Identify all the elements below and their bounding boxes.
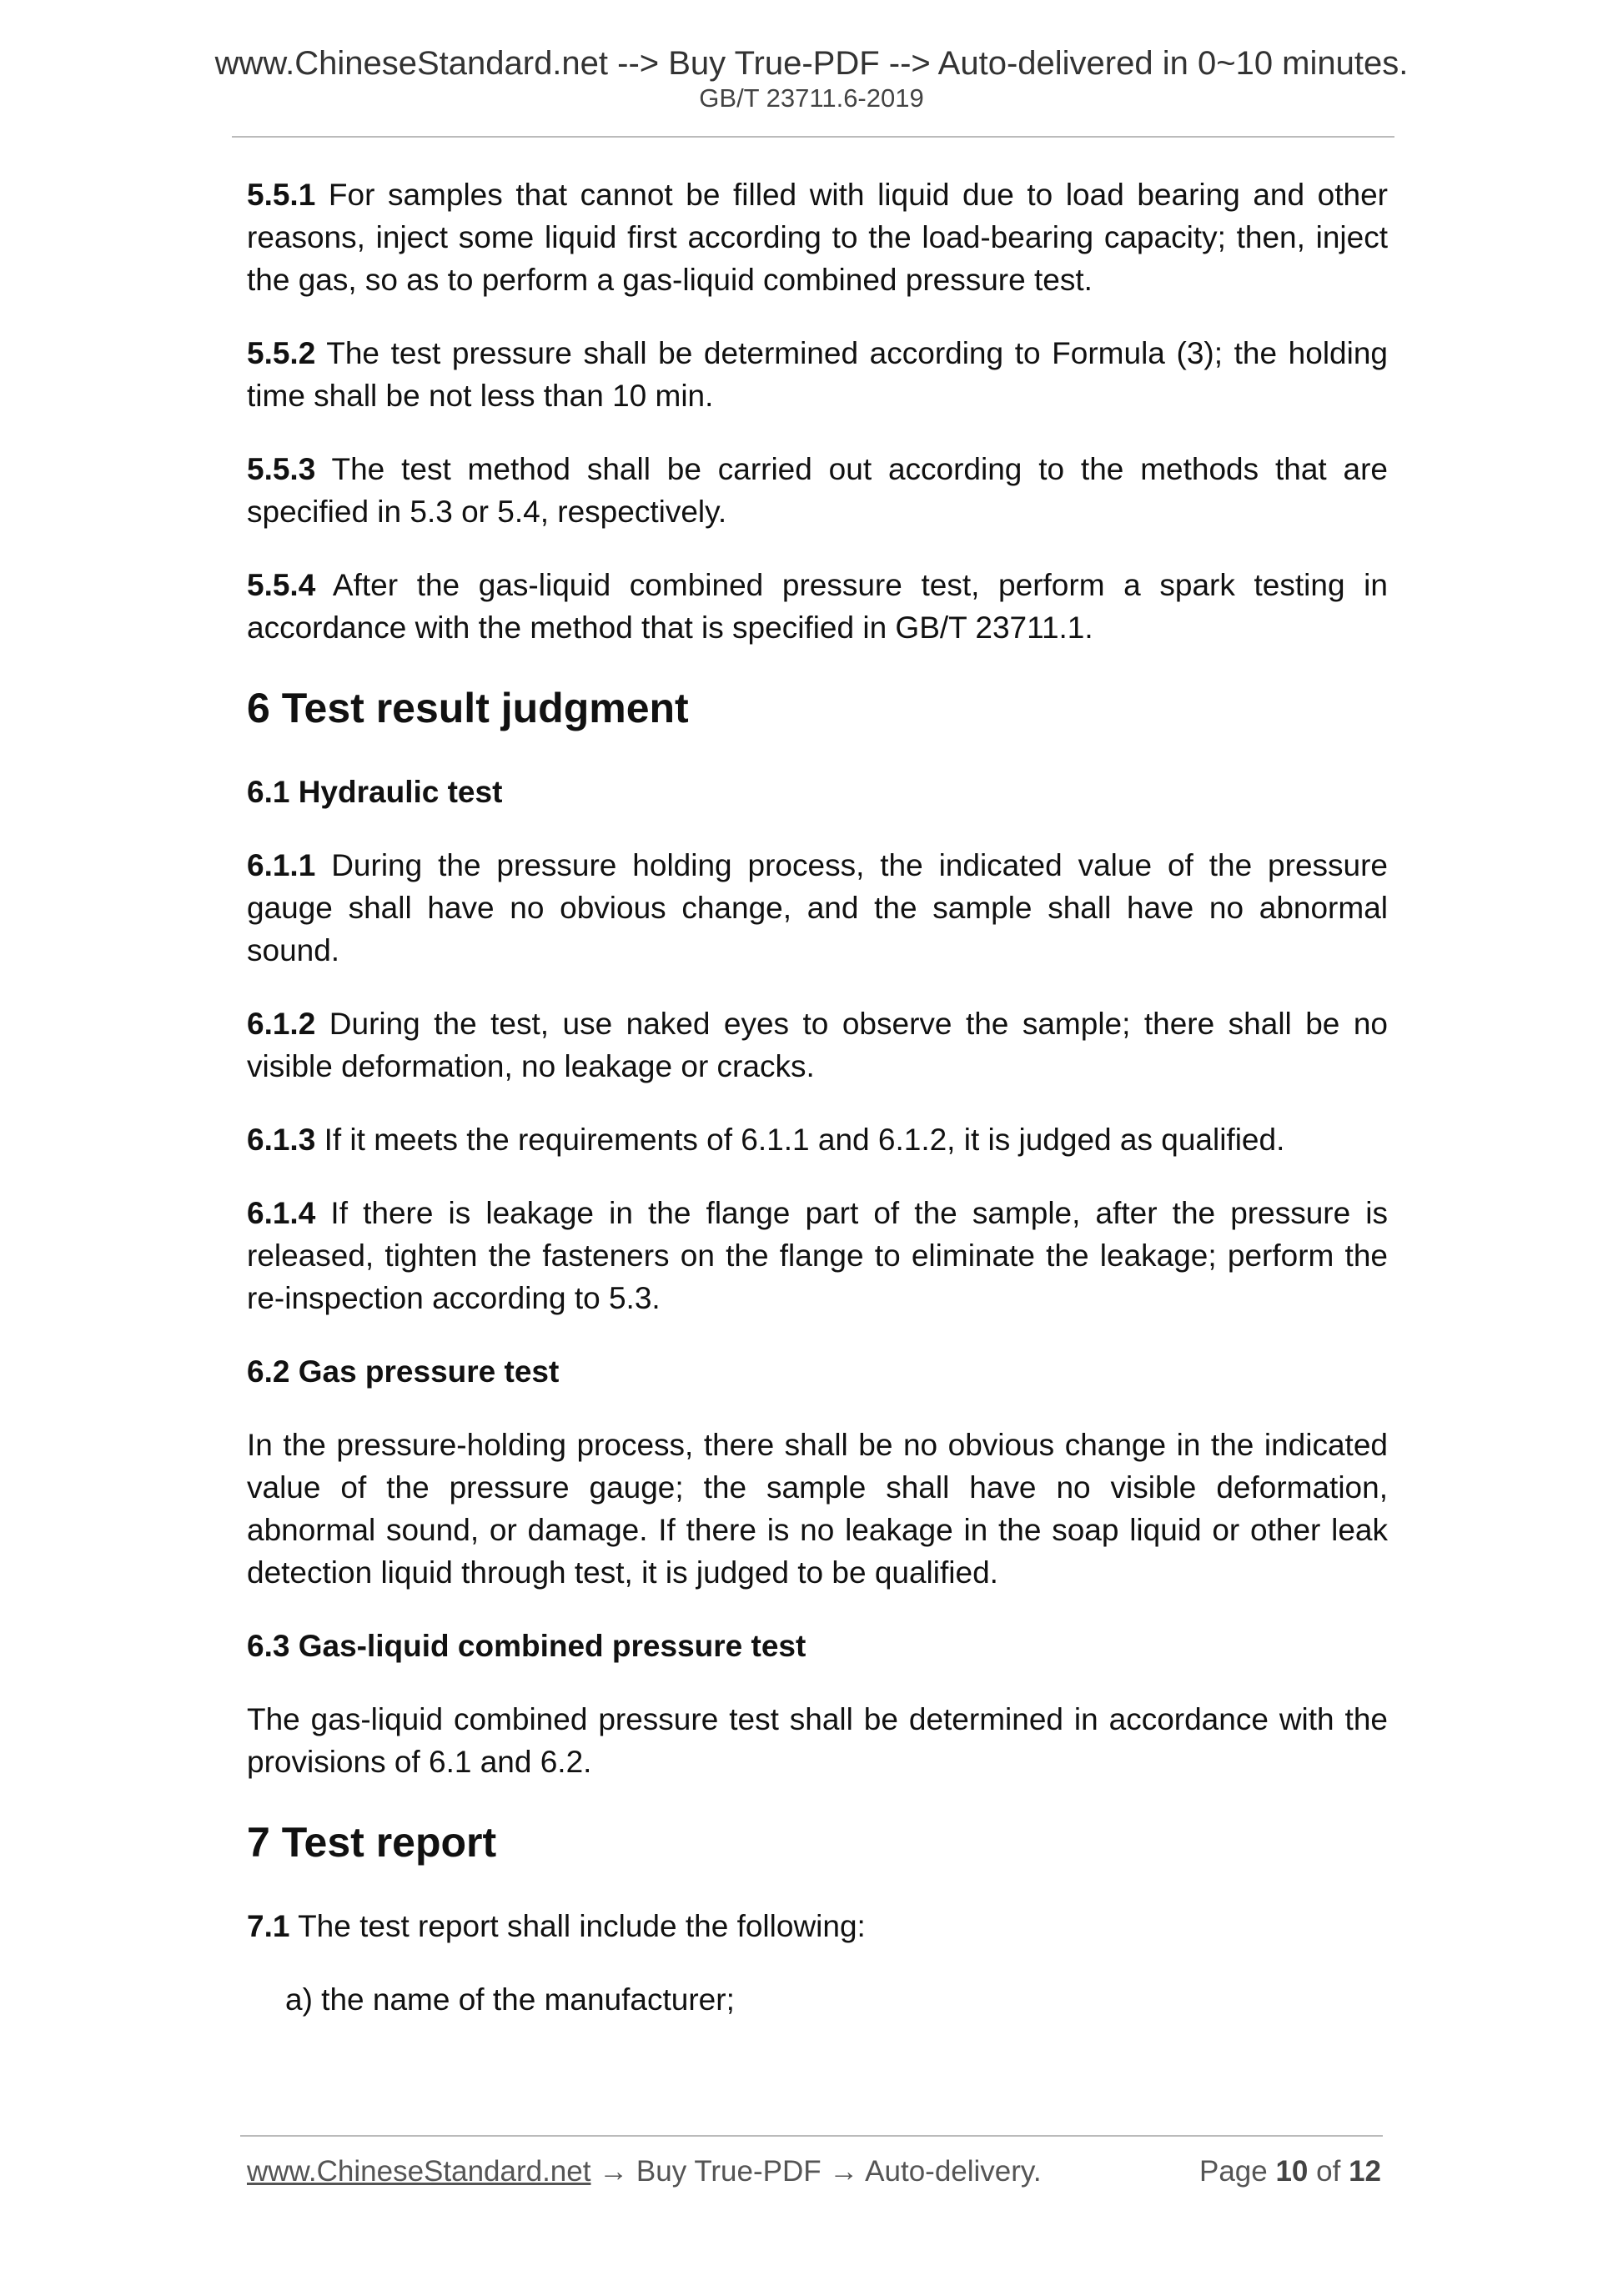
clause-text: The test method shall be carried out according to the methods that are specified in 5.3 or 5.4, respectively. [247,452,1388,529]
clause-7-1 [247,1905,1388,1947]
page-number [1199,2153,1381,2190]
subsection-6-3-heading: 6.3 Gas-liquid combined pressure test [247,1629,806,1663]
footer-divider [240,2135,1383,2137]
footer-promo [247,2153,1042,2190]
current-page: 10 [1275,2155,1309,2188]
clause-6-3-text: The gas-liquid combined pressure test shall be determined in accordance with the provisions of 6.1 and 6.2. [247,1702,1388,1779]
section-7-heading: 7 Test report [247,1819,497,1866]
clause-5-5-2 [247,332,1388,417]
list-item-a: a) the name of the manufacturer; [285,1982,735,2017]
clause-number: 6.1.3 [247,1123,316,1157]
header-divider [232,136,1394,138]
clause-5-5-4 [247,564,1388,649]
clause-text: If it meets the requirements of 6.1.1 and 6.1.2, it is judged as qualified. [324,1123,1285,1157]
clause-5-5-3 [247,448,1388,533]
clause-number: 5.5.4 [247,568,316,602]
document-code: GB/T 23711.6-2019 [699,83,924,113]
section-6-heading: 6 Test result judgment [247,685,689,731]
clause-number: 5.5.2 [247,336,316,370]
clause-text: After the gas-liquid combined pressure test, perform a spark testing in accordance with the method that is specified in GB/T 23711.1. [247,568,1388,645]
top-banner: www.ChineseStandard.net --> Buy True-PDF --> Auto-delivered in 0~10 minutes. [214,45,1409,82]
clause-text: If there is leakage in the flange part of the sample, after the pressure is released, tighten the fasteners on the flange to eliminate the leakage; perform the re-inspection according to 5.3. [247,1196,1389,1315]
clause-6-2-text: In the pressure-holding process, there shall be no obvious change in the indicated value of the pressure gauge; the sample shall have no visible deformation, abnormal sound, or damage. If there is no leakage in the soap liquid or other leak detection liquid through test, it is judged to be qualified. [247,1428,1388,1590]
clause-number: 6.1.4 [247,1196,316,1230]
clause-number: 6.1.1 [247,848,316,882]
clause-number: 5.5.3 [247,452,316,486]
clause-number: 5.5.1 [247,178,316,212]
clause-6-1-4 [247,1192,1388,1319]
clause-text: The test pressure shall be determined according to Formula (3); the holding time shall be not less than 10 min. [247,336,1388,413]
footer-promo-text: → Buy True-PDF → Auto-delivery. [590,2155,1042,2188]
subsection-6-1-heading: 6.1 Hydraulic test [247,775,503,809]
document-body [247,173,1388,2052]
of-word: of [1316,2155,1341,2188]
clause-text: During the pressure holding process, the indicated value of the pressure gauge shall have no obvious change, and the sample shall have no abnormal sound. [247,848,1388,967]
clause-text: The test report shall include the following: [298,1909,866,1943]
clause-6-1-3 [247,1118,1388,1161]
footer-site-link[interactable]: www.ChineseStandard.net [247,2155,591,2188]
clause-text: For samples that cannot be filled with liquid due to load bearing and other reasons, inject some liquid first according to the load-bearing capacity; then, inject the gas, so as to perform a gas-liquid combined pressure test. [247,178,1389,297]
subsection-6-2-heading: 6.2 Gas pressure test [247,1354,560,1389]
clause-number: 6.1.2 [247,1007,316,1041]
clause-6-1-1 [247,844,1388,972]
page-word: Page [1198,2155,1268,2188]
total-pages: 12 [1349,2155,1381,2188]
clause-6-1-2 [247,1002,1388,1088]
clause-number: 7.1 [247,1909,290,1943]
clause-5-5-1 [247,173,1388,301]
clause-text: During the test, use naked eyes to observe the sample; there shall be no visible deformation, no leakage or cracks. [247,1007,1388,1083]
